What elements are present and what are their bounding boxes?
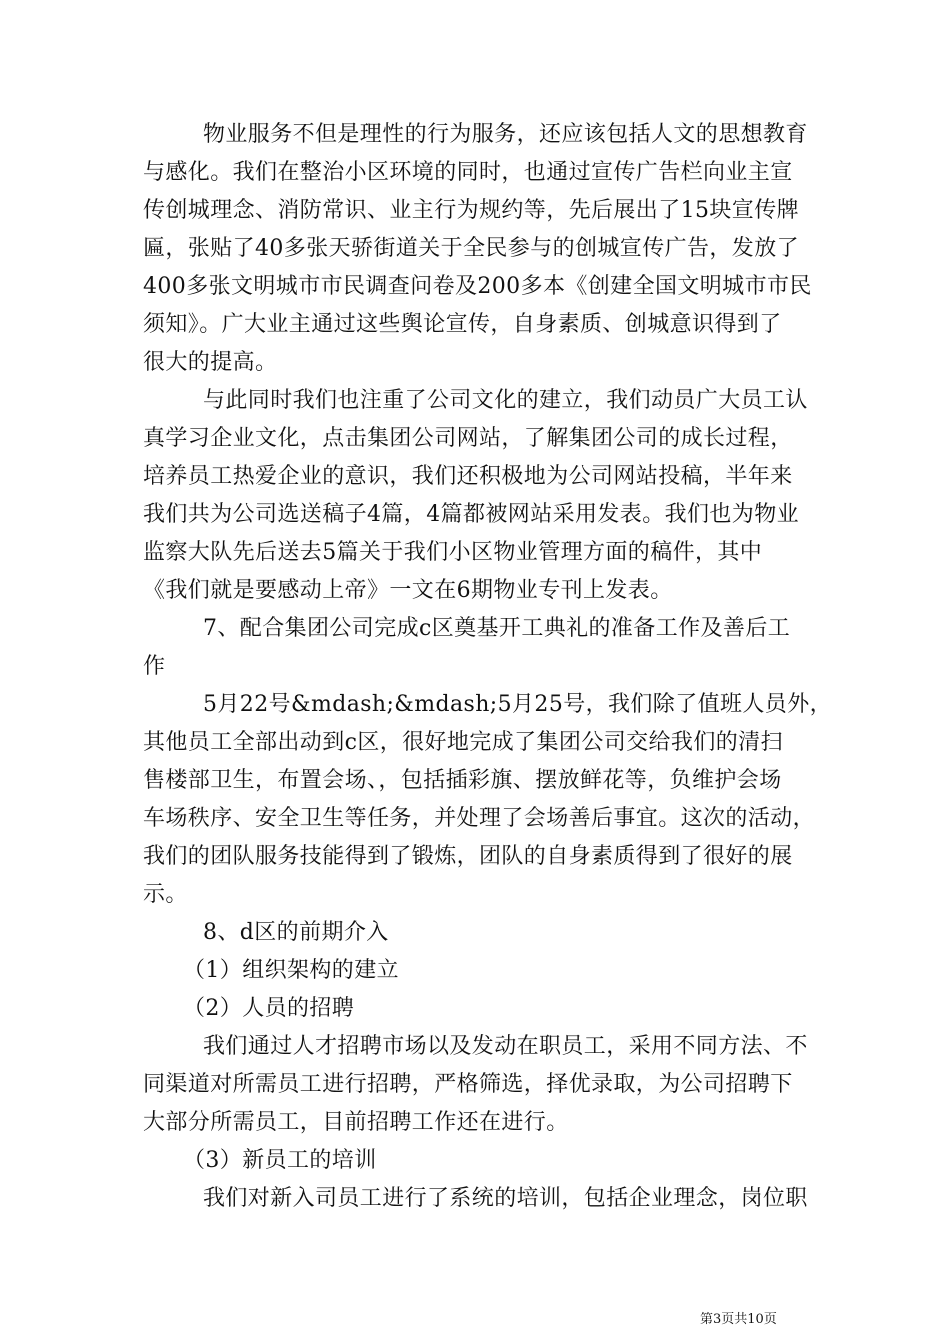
paragraph-line: 匾，张贴了40多张天骄街道关于全民参与的创城宣传广告，发放了	[143, 236, 799, 261]
subsection-heading: （1）组织架构的建立	[183, 958, 399, 983]
paragraph-line: 5月22号&mdash;&mdash;5月25号，我们除了值班人员外，	[203, 692, 833, 717]
paragraph-line: 同渠道对所需员工进行招聘，严格筛选，择优录取，为公司招聘下	[143, 1072, 793, 1097]
paragraph-line: 培养员工热爱企业的意识，我们还积极地为公司网站投稿，半年来	[143, 464, 793, 489]
section-heading: 8、d区的前期介入	[203, 920, 389, 945]
paragraph-line: 其他员工全部出动到c区，很好地完成了集团公司交给我们的清扫	[143, 730, 783, 755]
paragraph-line: 真学习企业文化，点击集团公司网站，了解集团公司的成长过程，	[143, 426, 793, 451]
section-heading: 7、配合集团公司完成c区奠基开工典礼的准备工作及善后工	[203, 616, 791, 641]
paragraph-line: 传创城理念、消防常识、业主行为规约等，先后展出了15块宣传牌	[143, 198, 799, 223]
paragraph-line: 大部分所需员工，目前招聘工作还在进行。	[143, 1110, 569, 1135]
paragraph-line: 售楼部卫生，布置会场、，包括插彩旗、摆放鲜花等，负维护会场	[143, 768, 782, 793]
paragraph-line: 我们对新入司员工进行了系统的培训，包括企业理念，岗位职	[203, 1186, 808, 1211]
paragraph-line: 须知》。广大业主通过这些舆论宣传，自身素质、创城意识得到了	[143, 312, 782, 337]
page-number: 第3页共10页	[700, 1312, 777, 1327]
paragraph-line: 我们通过人才招聘市场以及发动在职员工，采用不同方法、不	[203, 1034, 808, 1059]
subsection-heading: （3）新员工的培训	[183, 1148, 377, 1173]
paragraph-line: 示。	[143, 882, 188, 907]
paragraph-line: 我们共为公司选送稿子4篇，4篇都被网站采用发表。我们也为物业	[143, 502, 799, 527]
paragraph-line: 很大的提高。	[143, 350, 278, 375]
paragraph-line: 400多张文明城市市民调查问卷及200多本《创建全国文明城市市民	[143, 274, 812, 299]
paragraph-line: 与感化。我们在整治小区环境的同时，也通过宣传广告栏向业主宣	[143, 160, 793, 185]
paragraph-line: 监察大队先后送去5篇关于我们小区物业管理方面的稿件，其中	[143, 540, 763, 565]
paragraph-line: 《我们就是要感动上帝》一文在6期物业专刊上发表。	[143, 578, 673, 603]
paragraph-line: 物业服务不但是理性的行为服务，还应该包括人文的思想教育	[203, 122, 808, 147]
paragraph-line: 车场秩序、安全卫生等任务，并处理了会场善后事宜。这次的活动，	[143, 806, 816, 831]
subsection-heading: （2）人员的招聘	[183, 996, 355, 1021]
section-heading: 作	[143, 654, 166, 679]
paragraph-line: 我们的团队服务技能得到了锻炼，团队的自身素质得到了很好的展	[143, 844, 793, 869]
paragraph-line: 与此同时我们也注重了公司文化的建立，我们动员广大员工认	[203, 388, 808, 413]
